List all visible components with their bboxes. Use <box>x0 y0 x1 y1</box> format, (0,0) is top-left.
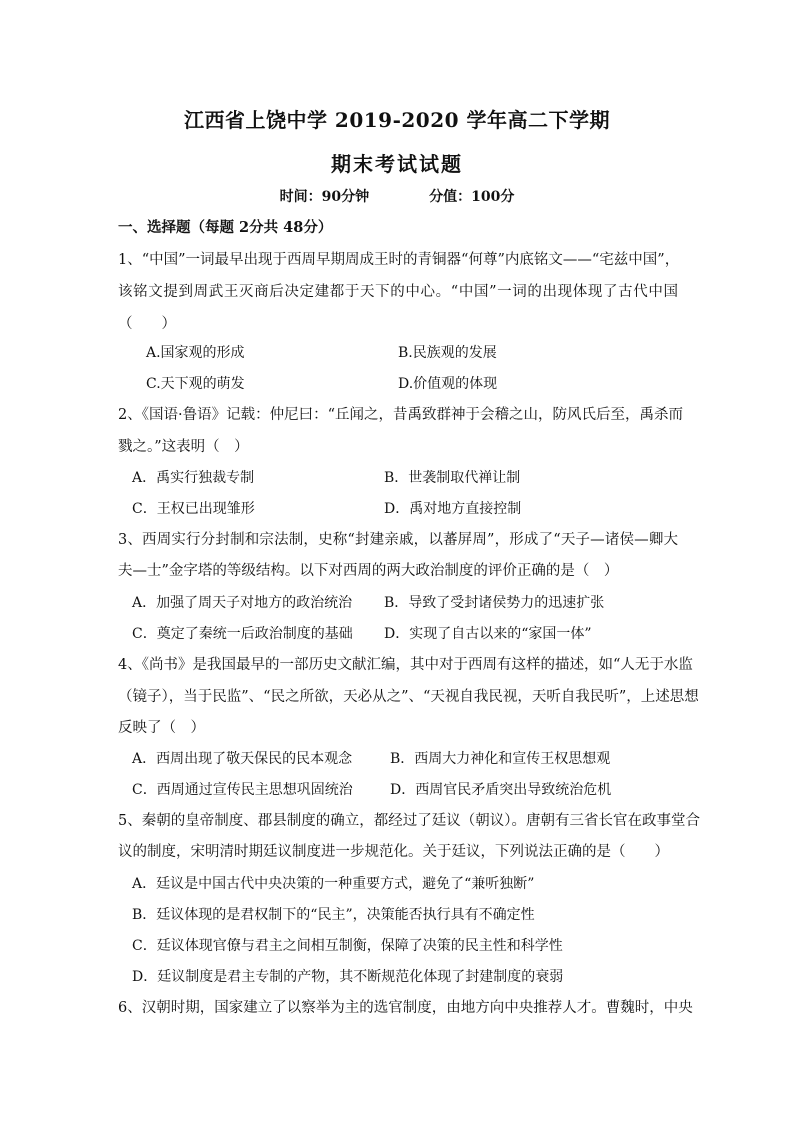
q4-option-a: A．西周出现了敬天保民的民本观念 <box>132 751 353 767</box>
q3-line1: 3、西周实行分封制和宗法制，史称“封建亲戚，以蕃屏周”，形成了“天子—诸侯—卿大 <box>118 532 678 548</box>
section-heading: 一、选择题（每题 2分共 48分） <box>118 219 333 236</box>
q2-line2: 戮之。”这表明（ ） <box>118 439 249 455</box>
q2-line1: 2、《国语·鲁语》记载：仲尼曰：“丘闻之，昔禹致群神于会稽之山，防风氏后至，禹杀而 <box>118 407 683 423</box>
q2-option-d: D．禹对地方直接控制 <box>384 501 522 517</box>
q1-option-c: C.天下观的萌发 <box>146 376 245 392</box>
q5-option-b: B．廷议体现的是君权制下的“民主”，决策能否执行具有不确定性 <box>132 907 535 923</box>
exam-score: 分值：100分 <box>429 189 515 205</box>
q6-line1: 6、汉朝时期，国家建立了以察举为主的选官制度，由地方向中央推荐人才。曹魏时，中央 <box>118 1000 693 1016</box>
exam-meta <box>0 186 794 206</box>
q5-line1: 5、秦朝的皇帝制度、郡县制度的确立，都经过了廷议（朝议）。唐朝有三省长官在政事堂合 <box>118 813 700 829</box>
q1-line3: （ ） <box>118 316 176 332</box>
q3-option-a: A．加强了周天子对地方的政治统治 <box>132 595 353 611</box>
q1-option-a: A.国家观的形成 <box>146 345 245 361</box>
q4-option-d: D．西周官民矛盾突出导致统治危机 <box>390 782 612 798</box>
q1-option-b: B.民族观的发展 <box>398 345 497 361</box>
q5-option-a: A．廷议是中国古代中央决策的一种重要方式，避免了“兼听独断” <box>132 876 535 892</box>
q3-option-d: D．实现了自古以来的“家国一体” <box>384 626 592 642</box>
exam-time: 时间：90分钟 <box>279 189 370 205</box>
q2-option-c: C．王权已出现雏形 <box>132 501 255 517</box>
q5-line2: 议的制度，宋明清时期廷议制度进一步规范化。关于廷议，下列说法正确的是（ ） <box>118 844 669 860</box>
q5-option-d: D．廷议制度是君主专制的产物，其不断规范化体现了封建制度的衰弱 <box>132 969 564 985</box>
q1-line1: 1、“中国”一词最早出现于西周早期周成王时的青铜器“何尊”内底铭文——“宅兹中国”， <box>118 252 680 268</box>
q4-option-c: C．西周通过宣传民主思想巩固统治 <box>132 782 353 798</box>
q2-option-a: A．禹实行独裁专制 <box>132 470 255 486</box>
q2-option-b: B．世袭制取代禅让制 <box>384 470 521 486</box>
exam-title: 江西省上饶中学 2019-2020 学年高二下学期 <box>183 108 611 132</box>
q5-option-c: C．廷议体现官僚与君主之间相互制衡，保障了决策的民主性和科学性 <box>132 938 563 954</box>
q3-line2: 夫—士”金字塔的等级结构。以下对西周的两大政治制度的评价正确的是（ ） <box>118 563 619 579</box>
q1-option-d: D.价值观的体现 <box>398 376 498 392</box>
exam-subtitle: 期末考试试题 <box>331 152 463 176</box>
q4-line1: 4、《尚书》是我国最早的一部历史文献汇编，其中对于西周有这样的描述，如“人无于水监 <box>118 657 693 673</box>
q1-line2: 该铭文提到周武王灭商后决定建都于天下的中心。“中国”一词的出现体现了古代中国 <box>118 284 678 300</box>
q4-line3: 反映了（ ） <box>118 720 205 736</box>
q4-option-b: B．西周大力神化和宣传王权思想观 <box>390 751 611 767</box>
q3-option-b: B．导致了受封诸侯势力的迅速扩张 <box>384 595 605 611</box>
q4-line2: （镜子），当于民监”、“民之所欲，天必从之”、“天视自我民视，天听自我民听”，上述思想 <box>118 689 699 705</box>
q3-option-c: C．奠定了秦统一后政治制度的基础 <box>132 626 353 642</box>
